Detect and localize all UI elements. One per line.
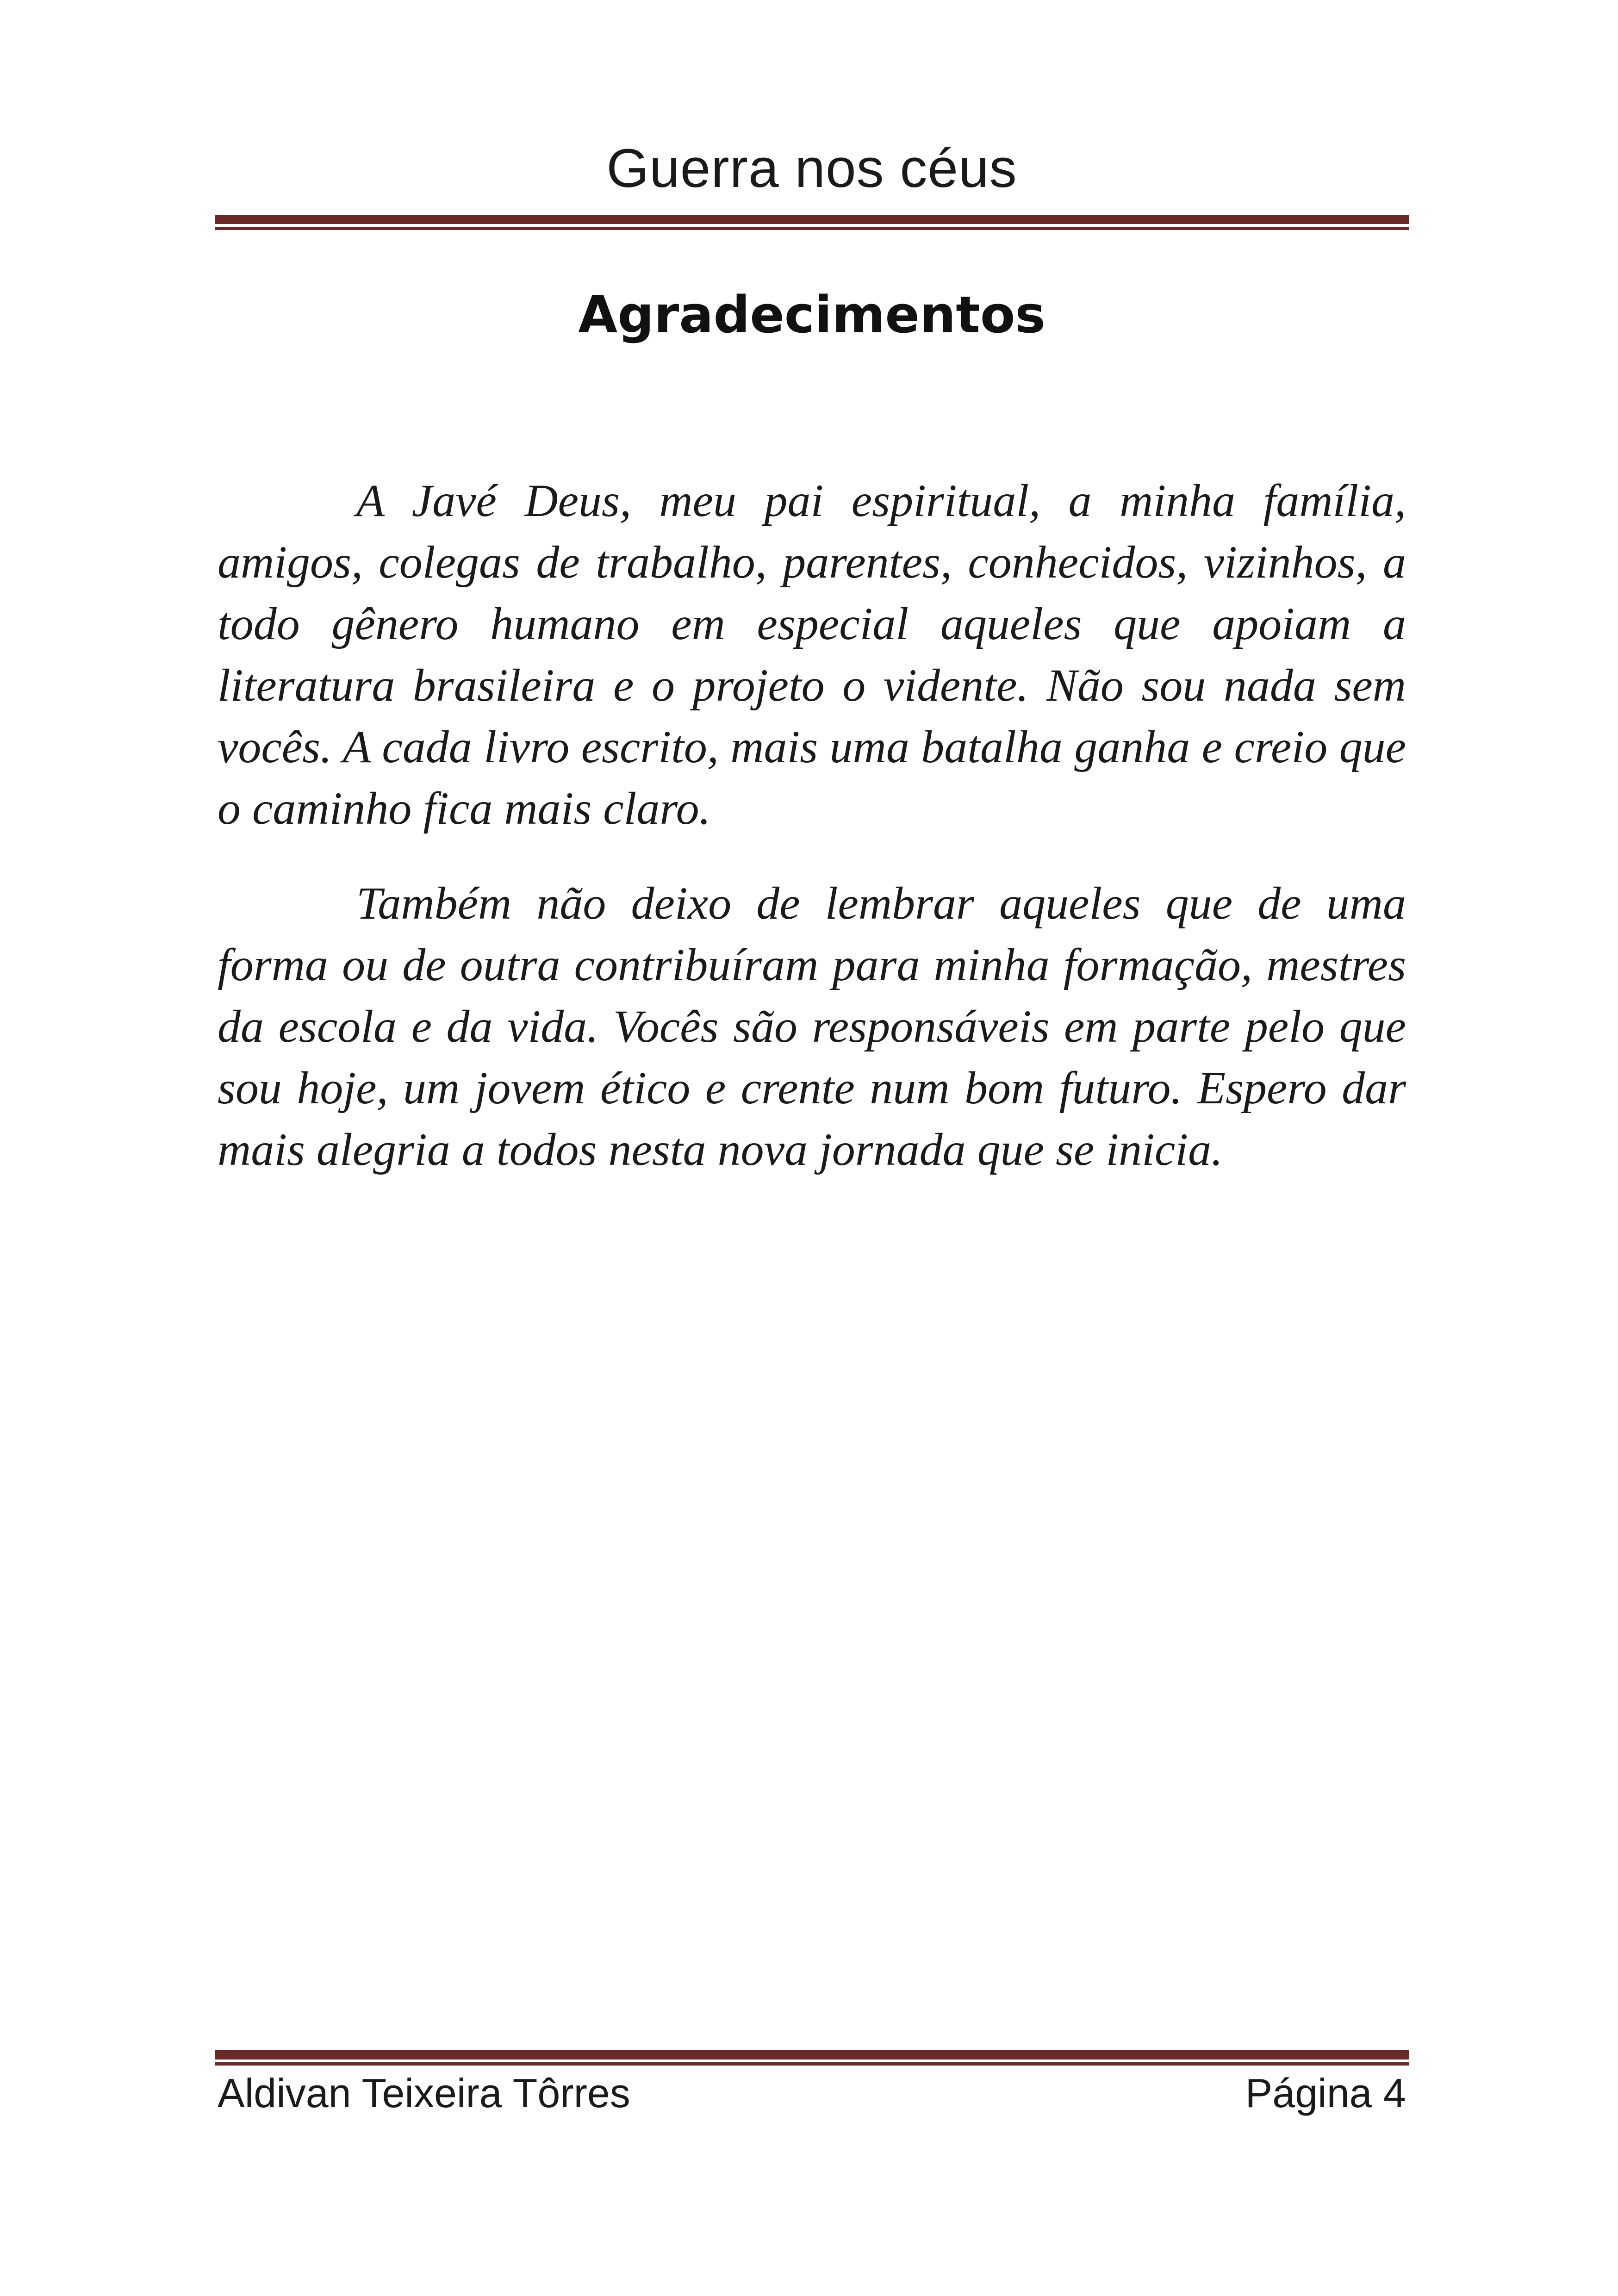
footer-rule-thick xyxy=(215,2050,1409,2060)
footer-page-number: Página 4 xyxy=(1245,2070,1406,2116)
section-heading: Agradecimentos xyxy=(578,285,1045,344)
page-footer xyxy=(218,2069,1406,2118)
footer-rule-thin xyxy=(215,2062,1409,2066)
running-header-title: Guerra nos céus xyxy=(606,138,1017,199)
paragraph: A Javé Deus, meu pai espiritual, a minha família, amigos, colegas de trabalho, parentes, conhecidos, vizinhos, a todo gênero humano em especial aqueles que apoiam a literatura brasileira e o projeto o vidente. Não sou nada sem vocês. A cada livro escrito, mais uma batalha ganha e creio que o caminho fica mais claro. xyxy=(218,475,1406,834)
paragraph: Também não deixo de lembrar aqueles que de uma forma ou de outra contribuíram para minha formação, mestres da escola e da vida. Vocês são responsáveis em parte pelo que sou hoje, um jovem ético e crente num bom futuro. Espero dar mais alegria a todos nesta nova jornada que se inicia. xyxy=(218,877,1406,1175)
header-rule-thin xyxy=(215,227,1409,230)
footer-author: Aldivan Teixeira Tôrres xyxy=(218,2070,630,2116)
header-rule-thick xyxy=(215,215,1409,224)
body-text xyxy=(218,470,1406,1213)
